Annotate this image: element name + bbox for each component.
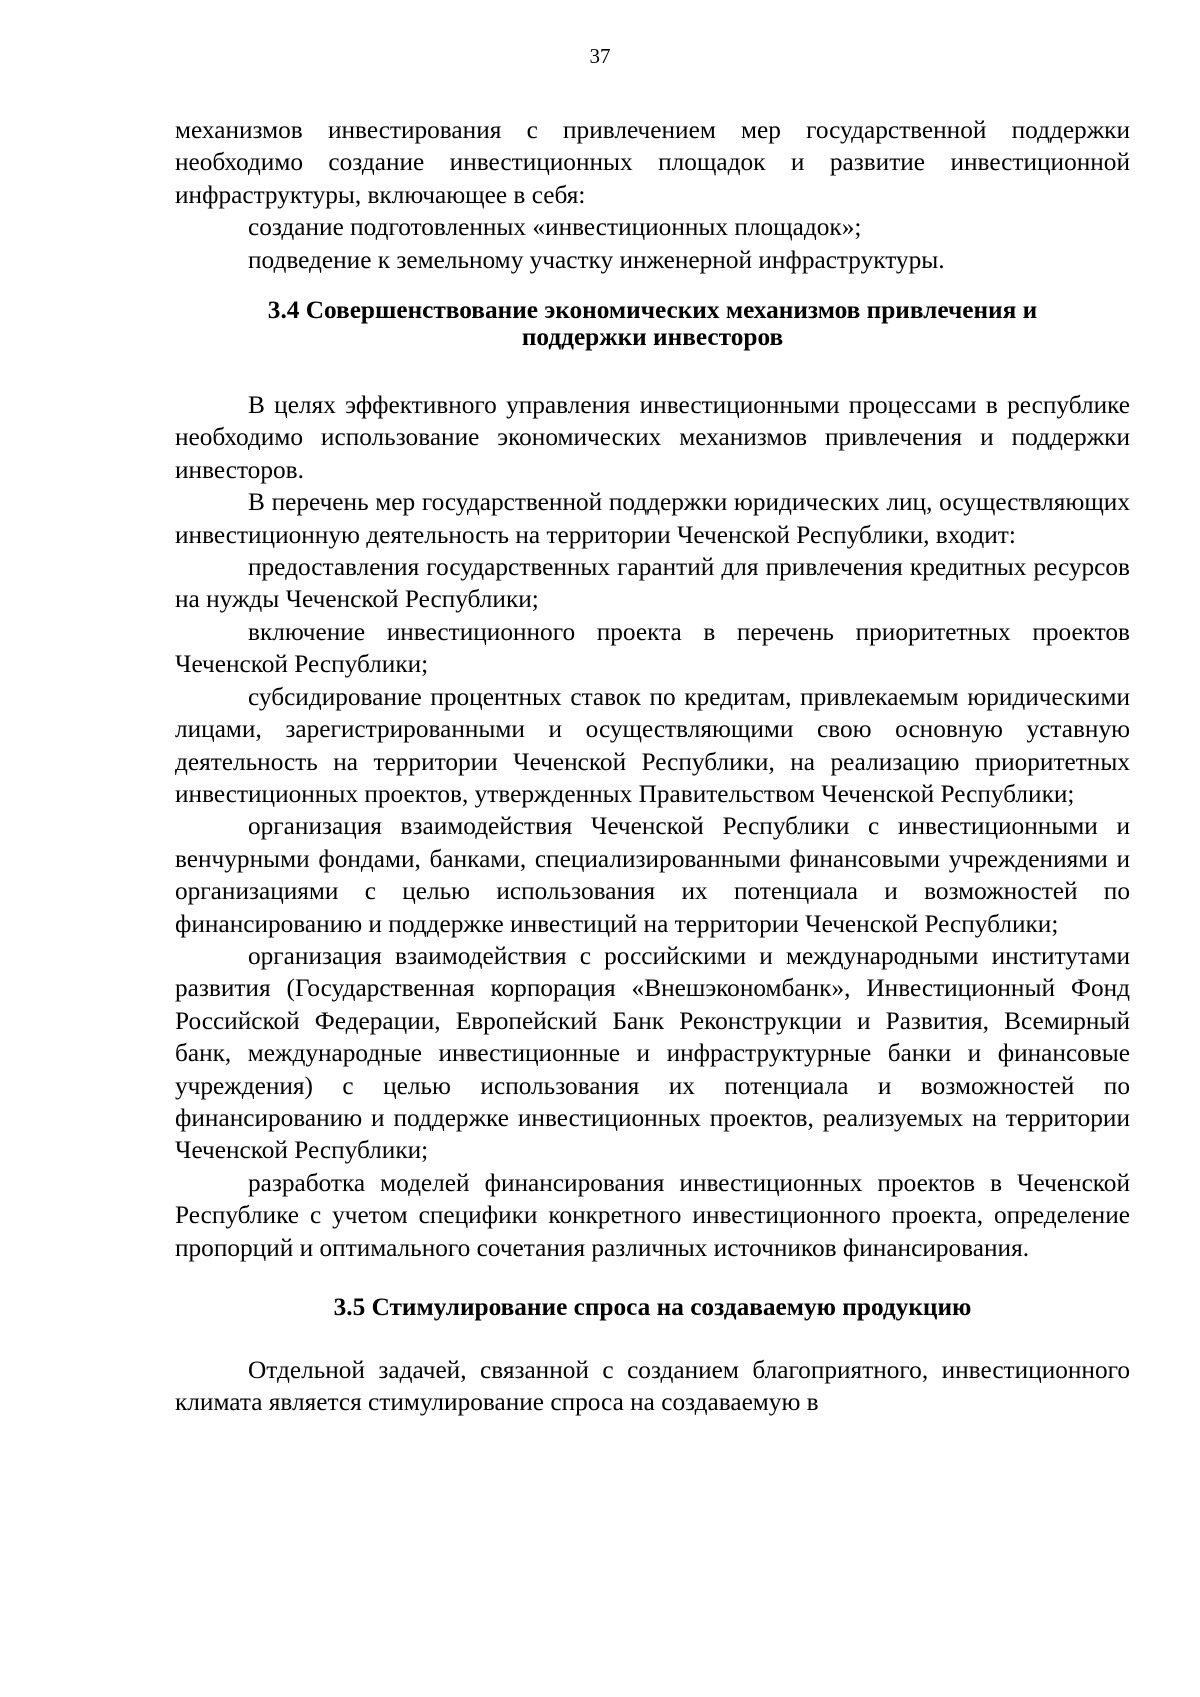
section-3-4-paragraph: В целях эффективного управления инвестиционными процессами в республике необходимо использование экономических механизмов привлечения и поддержки инвесторов. — [175, 391, 1130, 484]
section-3-4-list-item: предоставления государственных гарантий для привлечения кредитных ресурсов на нужды Чеченской Республики; — [175, 553, 1130, 614]
section-3-4-heading-line2: поддержки инвесторов — [521, 323, 784, 352]
section-3-4-list-item: разработка моделей финансирования инвестиционных проектов в Чеченской Республике с учетом специфики конкретного инвестиционного проекта, определение пропорций и оптимального сочетания различных источников финансирования. — [175, 1168, 1130, 1262]
section-3-4-list-item: организация взаимодействия с российскими и международными институтами развития (Государственная корпорация «Внешэкономбанк», Инвестиционный Фонд Российской Федерации, Европейский Банк Реконструкции и Развития, Всемирный банк, международные инвестиционные и инфраструктурные банки и финансовые учреждения) с целью использования их потенциала и возможностей по финансированию и поддержке инвестиционных проектов, реализуемых на территории Чеченской Республики; — [175, 941, 1130, 1165]
section-3-4-list-item: субсидирование процентных ставок по кредитам, привлекаемым юридическими лицами, зарегистрированными и осуществляющими свою основную уставную деятельность на территории Чеченской Республики, на реализацию приоритетных инвестиционных проектов, утвержденных Правительством Чеченской Республики; — [175, 682, 1130, 808]
section-3-4-heading — [175, 297, 1130, 351]
section-3-4-list-item: включение инвестиционного проекта в перечень приоритетных проектов Чеченской Республики; — [175, 617, 1130, 679]
section-3-4-list-item: организация взаимодействия Чеченской Республики с инвестиционными и венчурными фондами, банками, специализированными финансовыми учреждениями и организациями с целью использования их потенциала и возможностей по финансированию и поддержке инвестиций на территории Чеченской Республики; — [175, 812, 1130, 938]
intro-list-item: подведение к земельному участку инженерной инфраструктуры. — [248, 245, 945, 274]
intro-list-item: создание подготовленных «инвестиционных площадок»; — [248, 213, 862, 242]
section-3-4-heading-line1: 3.4 Совершенствование экономических механизмов привлечения и — [267, 296, 1038, 325]
section-3-4-paragraph: В перечень мер государственной поддержки юридических лиц, осуществляющих инвестиционную деятельность на территории Чеченской Республики, входит: — [175, 488, 1130, 549]
section-3-5-paragraph: Отдельной задачей, связанной с созданием благоприятного, инвестиционного климата является стимулирование спроса на создаваемую в — [175, 1356, 1130, 1417]
page-body — [175, 114, 1130, 1419]
intro-paragraph: механизмов инвестирования с привлечением мер государственной поддержки необходимо создание инвестиционных площадок и развитие инвестиционной инфраструктуры, включающее в себя: — [175, 116, 1130, 209]
section-3-5-heading: 3.5 Стимулирование спроса на создаваемую продукцию — [333, 1293, 972, 1321]
page-number: 37 — [589, 44, 611, 68]
